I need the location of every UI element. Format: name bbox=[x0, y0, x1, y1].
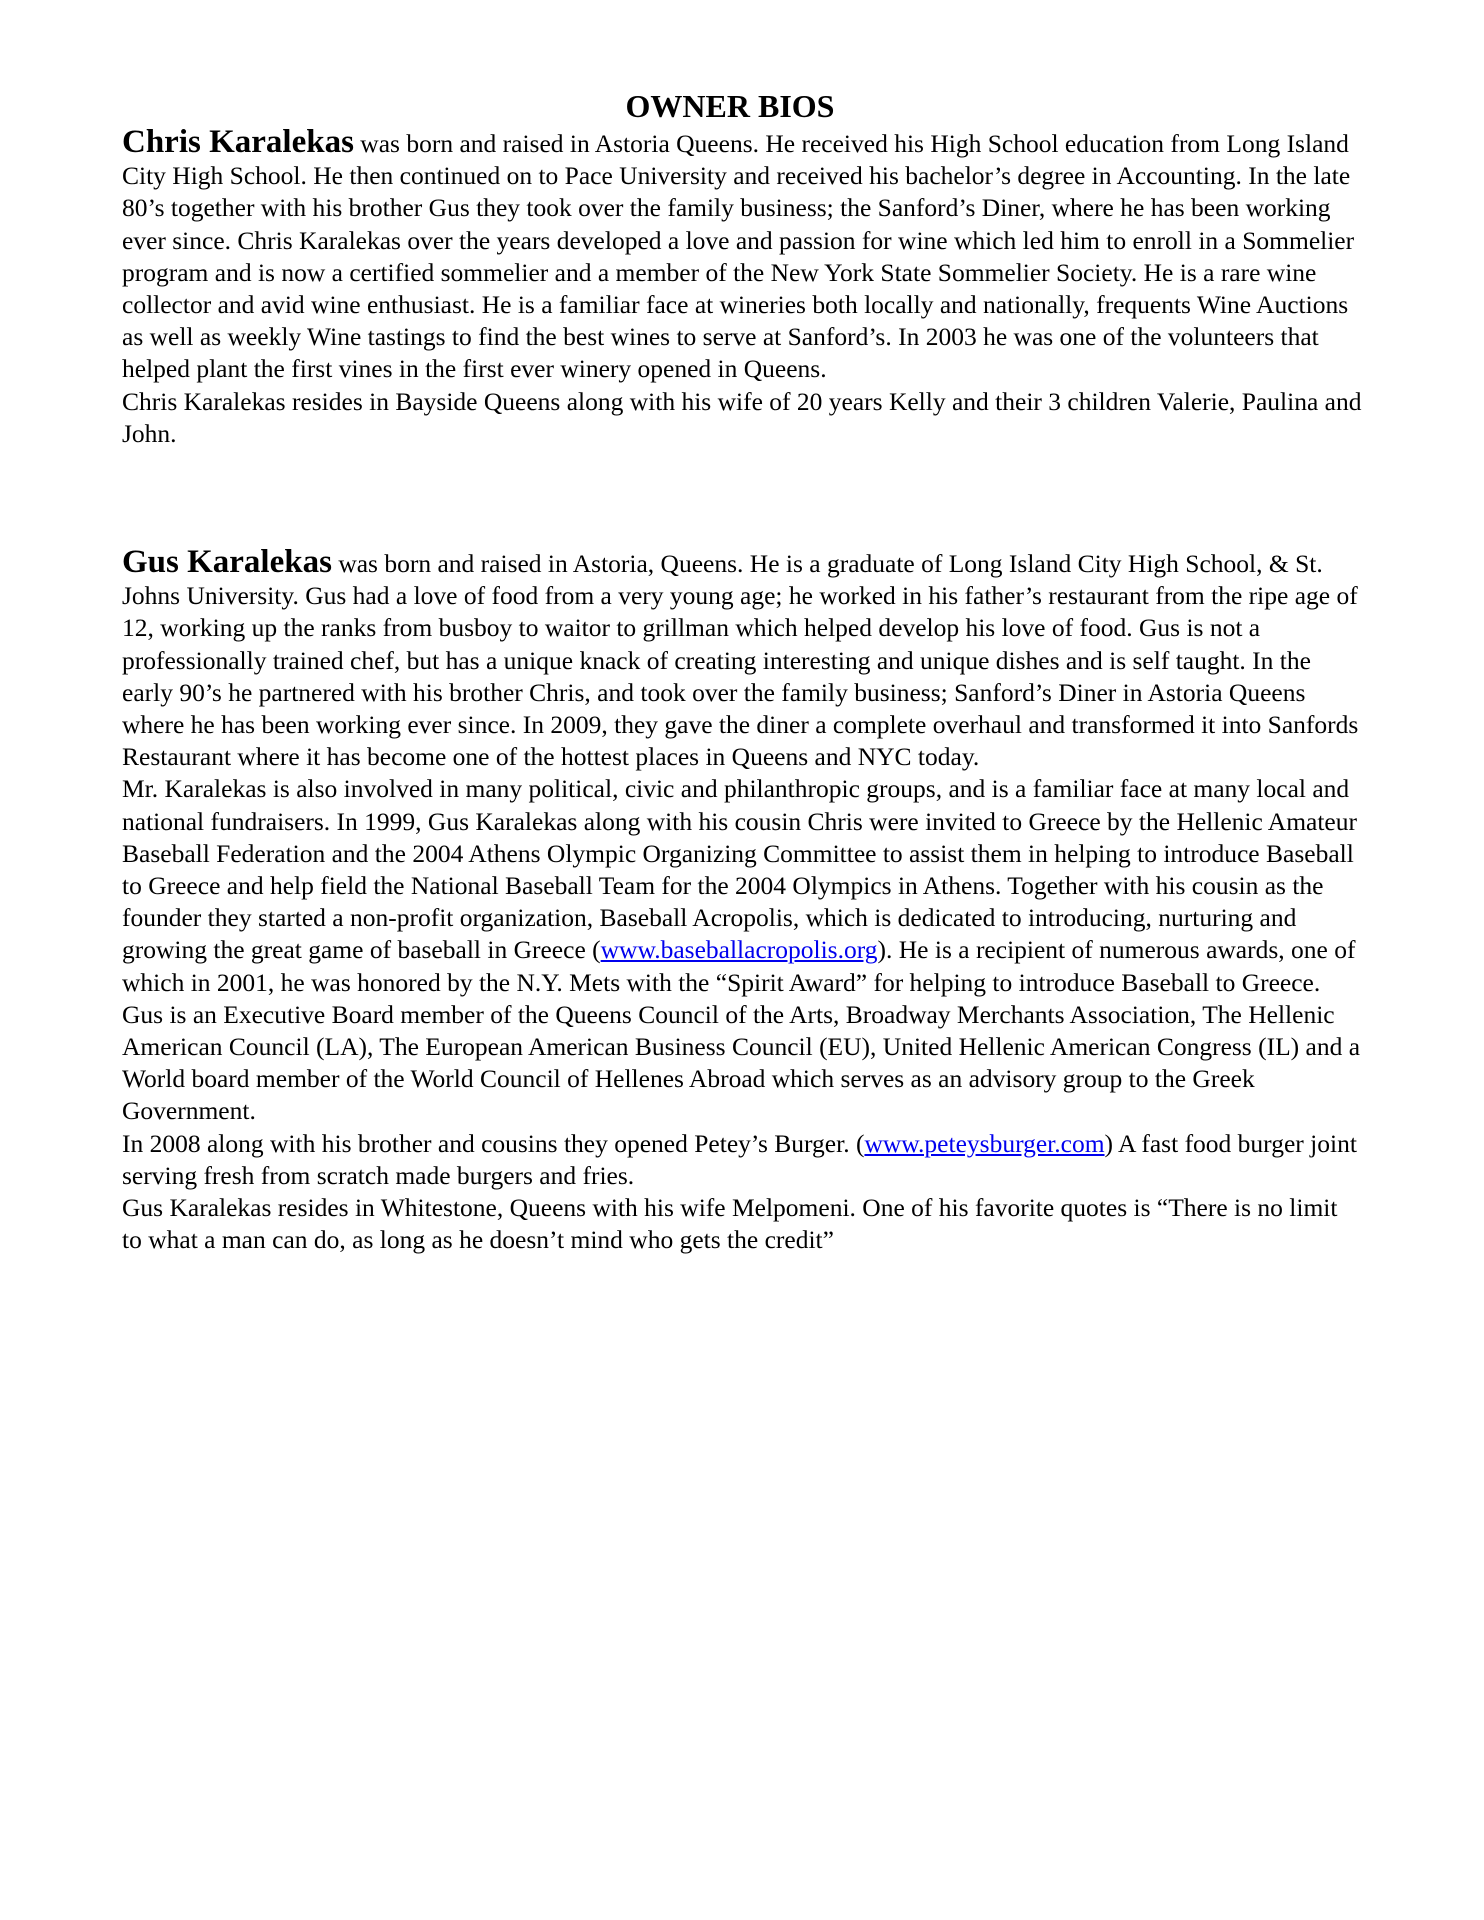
chris-name: Chris Karalekas bbox=[122, 124, 354, 160]
gus-peteys-text-start: In 2008 along with his brother and cousins they opened Petey’s Burger. ( bbox=[122, 1128, 865, 1158]
gus-residence-paragraph: Gus Karalekas resides in Whitestone, Queens with his wife Melpomeni. One of his favorite quotes is “There is no limit to what a man can do, as long as he doesn’t mind who gets the credit” bbox=[122, 1193, 1338, 1255]
page-title: OWNER BIOS bbox=[625, 88, 835, 124]
chris-bio-text: was born and raised in Astoria Queens. He received his High School education from Long Island City High School. He then continued on to Pace University and received his bachelor’s degree in Accounting. In the late 80’s together with his brother Gus they took over the family business; the Sanford’s Diner, where he has been working ever since. Chris Karalekas over the years developed a love and passion for wine which led him to enroll in a Sommelier program and is now a certified sommelier and a member of the New York State Sommelier Society. He is a rare wine collector and avid wine enthusiast. He is a familiar face at wineries both locally and nationally, frequents Wine Auctions as well as weekly Wine tastings to find the best wines to serve at Sanford’s. In 2003 he was one of the volunteers that helped plant the first vines in the first ever winery opened in Queens. bbox=[122, 129, 1355, 384]
gus-name: Gus Karalekas bbox=[122, 544, 332, 581]
gus-bio-paragraph bbox=[122, 546, 1362, 773]
section-spacer bbox=[122, 450, 1362, 546]
document-page bbox=[122, 88, 1362, 1257]
gus-involvement-paragraph bbox=[122, 773, 1362, 1127]
gus-peteys-paragraph bbox=[122, 1128, 1362, 1192]
peteys-burger-link[interactable]: www.peteysburger.com bbox=[864, 1128, 1105, 1158]
gus-involvement-text-end: ). He is a recipient of numerous awards, one of which in 2001, he was honored by the N.Y. Mets with the “Spirit Award” for helping to introduce Baseball to Greece. Gus is an Executive Board member of the Queens Council of the Arts, Broadway Merchants Association, The Hellenic American Council (LA), The European American Business Council (EU), United Hellenic American Congress (IL) and a World board member of the World Council of Hellenes Abroad which serves as an advisory group to the Greek Government. bbox=[122, 935, 1361, 1126]
baseball-acropolis-link[interactable]: www.baseballacropolis.org bbox=[600, 935, 878, 965]
chris-bio-paragraph bbox=[122, 126, 1362, 386]
gus-peteys-text-end: ) A fast food burger joint serving fresh from scratch made burgers and fries. bbox=[122, 1128, 1357, 1190]
gus-involvement-text-start: Mr. Karalekas is also involved in many political, civic and philanthropic groups, and is a familiar face at many local and national fundraisers. In 1999, Gus Karalekas along with his cousin Chris were invited to Greece by the Hellenic Amateur Baseball Federation and the 2004 Athens Olympic Organizing Committee to assist them in helping to introduce Baseball to Greece and help field the National Baseball Team for the 2004 Olympics in Athens. Together with his cousin as the founder they started a non-profit organization, Baseball Acropolis, which is dedicated to introducing, nurturing and growing the great game of baseball in Greece ( bbox=[122, 774, 1357, 965]
gus-bio-text: was born and raised in Astoria, Queens. He is a graduate of Long Island City High School, & St. Johns University. Gus had a love of food from a very young age; he worked in his father’s restaurant from the ripe age of 12, working up the ranks from busboy to waitor to grillman which helped develop his love of food. Gus is not a professionally trained chef, but has a unique knack of creating interesting and unique dishes and is self taught. In the early 90’s he partnered with his brother Chris, and took over the family business; Sanford’s Diner in Astoria Queens where he has been working ever since. In 2009, they gave the diner a complete overhaul and transformed it into Sanfords Restaurant where it has become one of the hottest places in Queens and NYC today. bbox=[122, 549, 1359, 772]
chris-residence-paragraph: Chris Karalekas resides in Bayside Queens along with his wife of 20 years Kelly and their 3 children Valerie, Paulina and John. bbox=[122, 386, 1362, 448]
